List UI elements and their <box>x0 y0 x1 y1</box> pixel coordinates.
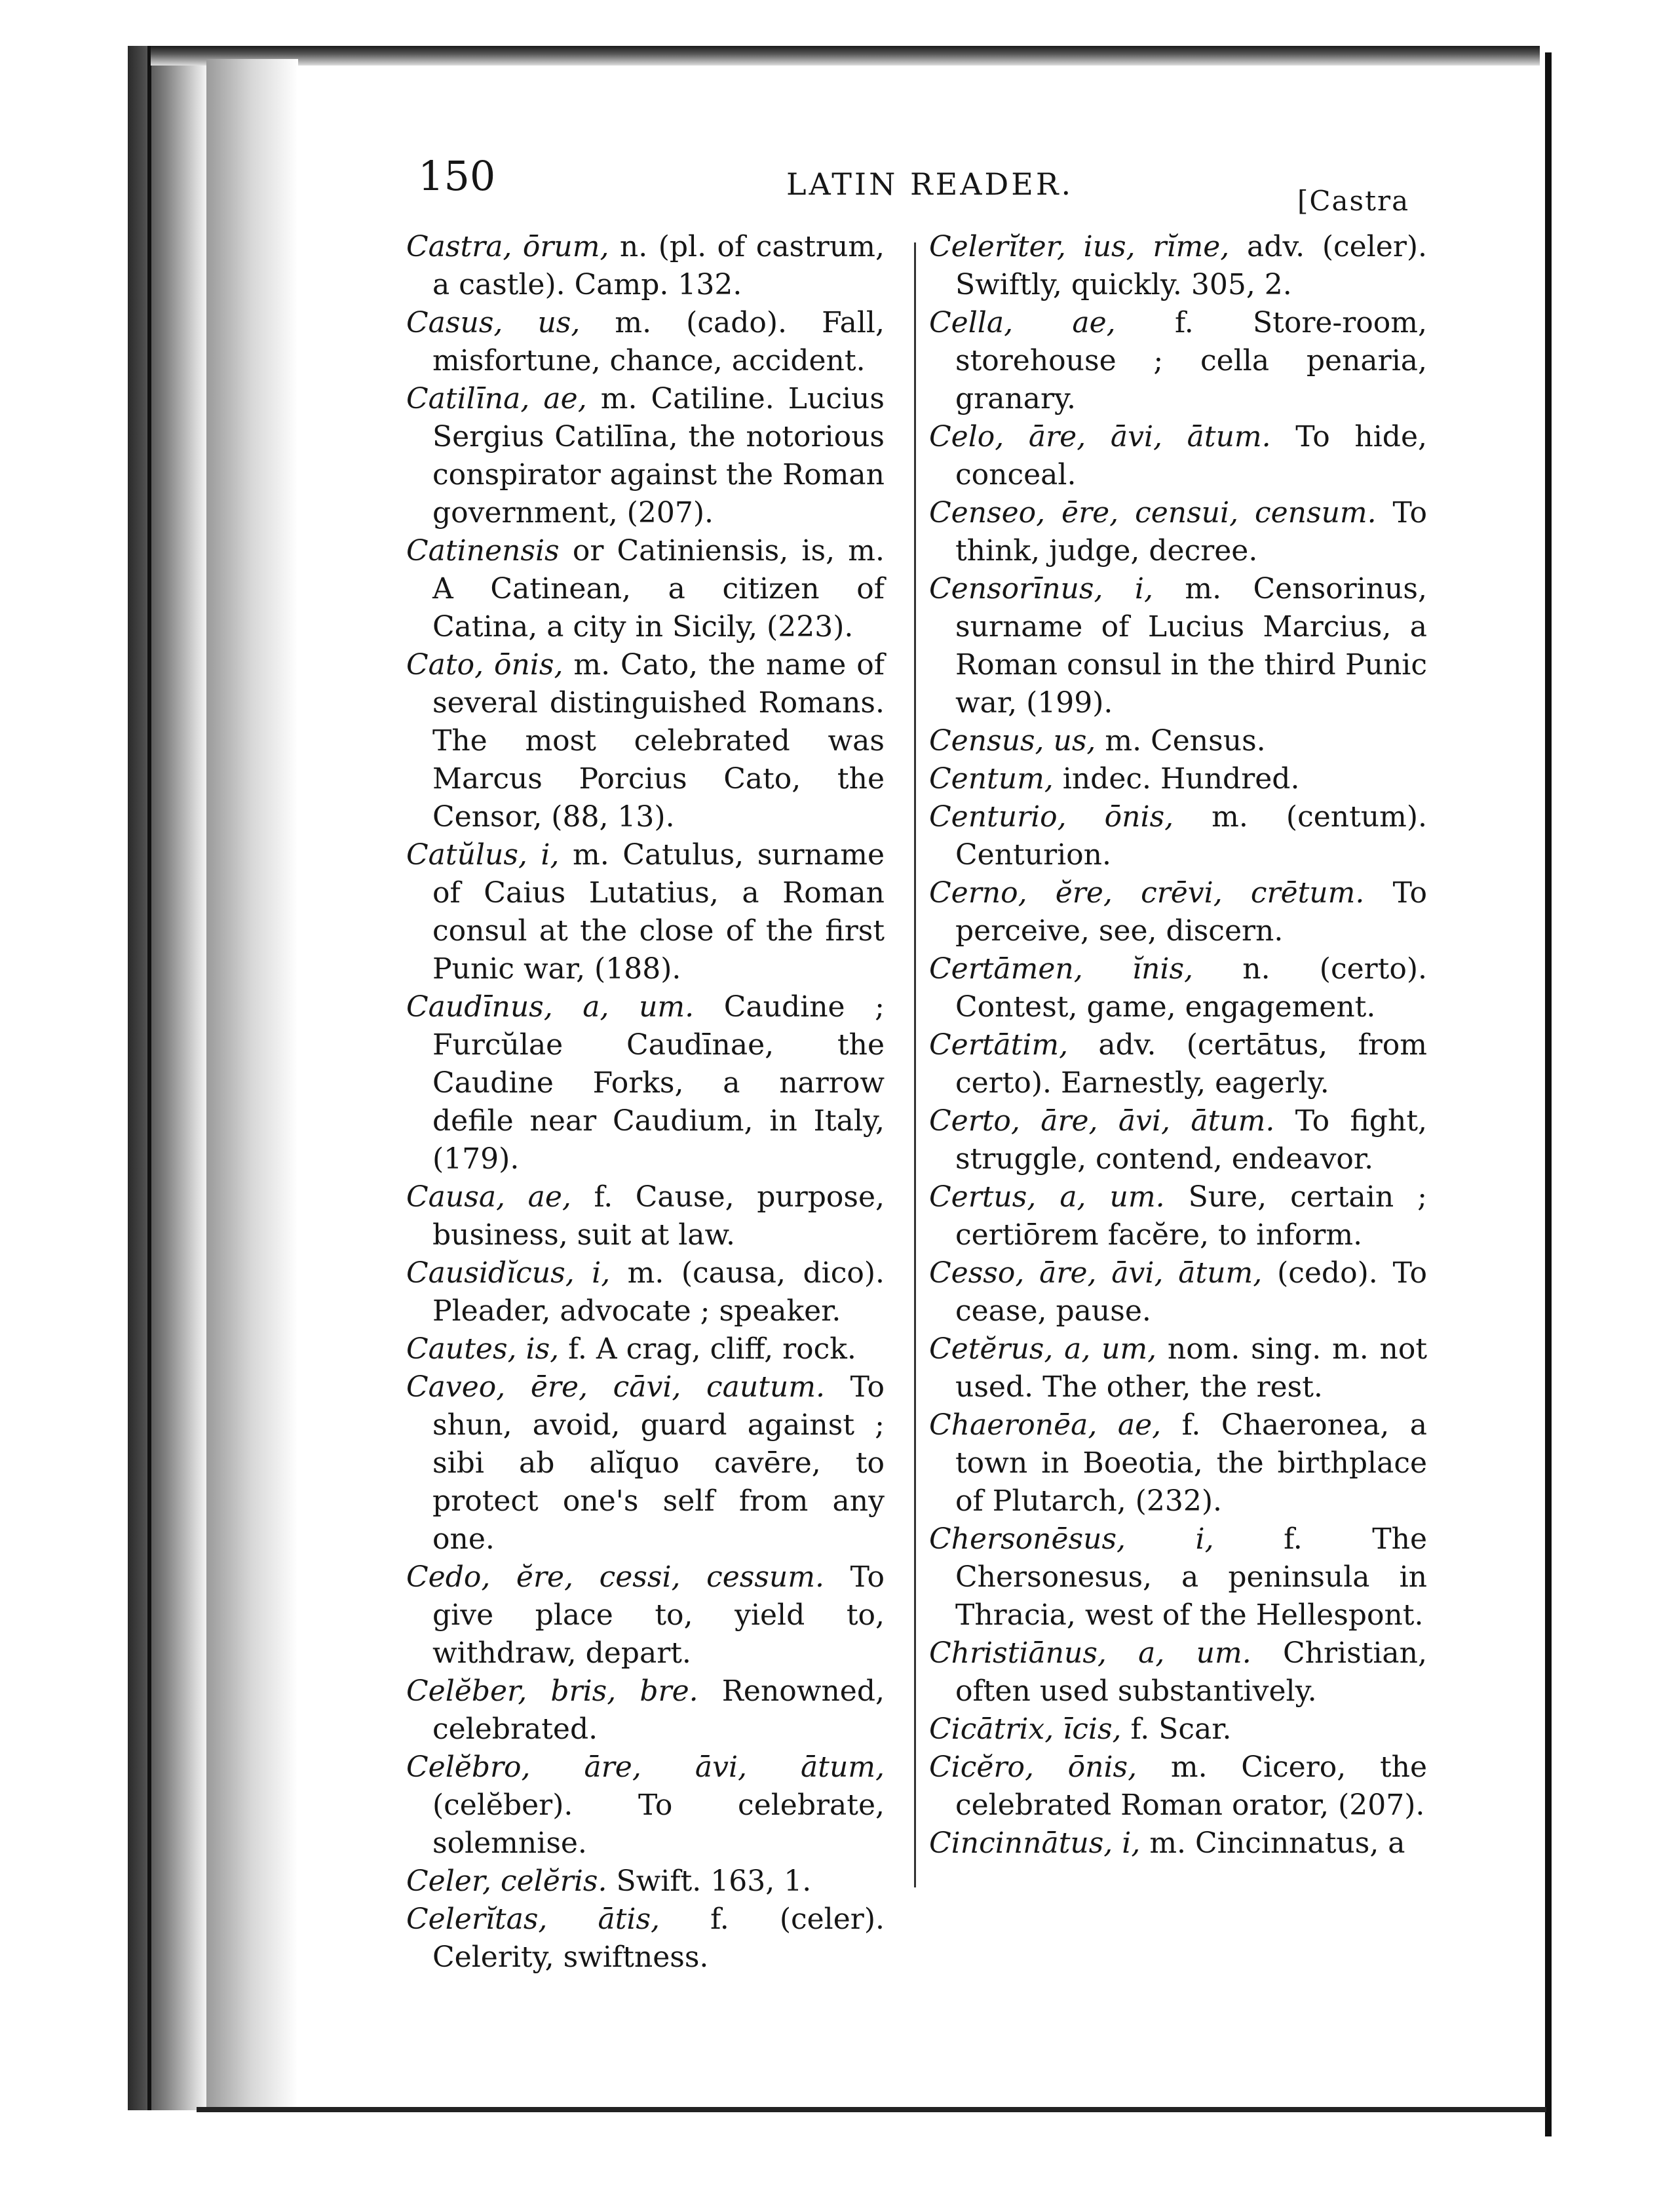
right-column <box>929 228 1427 1863</box>
entry-headword: Caudīnus, a, um. <box>406 990 695 1024</box>
entry-definition: m. Census. <box>1096 724 1266 758</box>
entry-definition: indec. Hundred. <box>1053 762 1300 796</box>
entry-headword: Celo, āre, āvi, ātum. <box>929 420 1271 454</box>
entry-definition: Renowned, celebrated. <box>432 1674 885 1746</box>
entry-definition: adv. (celer). Swiftly, quickly. 305, 2. <box>955 230 1427 301</box>
dictionary-entry <box>406 1254 885 1330</box>
entry-headword: Centum, <box>929 762 1054 796</box>
dictionary-entry <box>929 1254 1427 1330</box>
entry-definition: or Catiniensis, is, m. A Catinean, a citizen of Catina, a city in Sicily, (223). <box>432 534 885 644</box>
entry-definition: f. Store-room, storehouse ; cella penaria, granary. <box>955 306 1427 415</box>
entry-headword: Catinensis <box>406 534 560 568</box>
dictionary-entry <box>929 304 1427 418</box>
entry-definition: m. Catulus, surname of Caius Lutatius, a Roman consul at the close of the first Punic war, (188). <box>432 838 885 986</box>
entry-headword: Chaeronēa, ae, <box>929 1408 1162 1442</box>
entry-definition: To fight, struggle, contend, endeavor. <box>955 1104 1427 1176</box>
page-number: 150 <box>418 152 496 200</box>
dictionary-entry <box>929 874 1427 950</box>
dictionary-entry <box>929 1102 1427 1178</box>
entry-definition: To give place to, yield to, withdraw, depart. <box>432 1560 885 1670</box>
entry-headword: Casus, us, <box>406 306 581 339</box>
entry-headword: Chersonēsus, i, <box>929 1522 1214 1556</box>
entry-definition: Swift. 163, 1. <box>607 1864 812 1898</box>
entry-definition: Christian, often used substantively. <box>955 1636 1427 1708</box>
entry-definition: nom. sing. m. not used. The other, the rest. <box>955 1332 1427 1404</box>
entry-headword: Celerĭtas, ātis, <box>406 1903 660 1936</box>
dictionary-entry <box>929 1710 1427 1748</box>
entry-headword: Cincinnātus, i, <box>929 1826 1141 1860</box>
entry-headword: Cerno, ĕre, crēvi, crētum. <box>929 876 1365 910</box>
entry-definition: f. Scar. <box>1121 1712 1232 1746</box>
entry-definition: m. Catiline. Lucius Sergius Catilīna, the notorious conspirator against the Roman government, (207). <box>432 382 885 530</box>
entry-headword: Cesso, āre, āvi, ātum, <box>929 1256 1263 1290</box>
column-divider <box>914 242 916 1887</box>
dictionary-entry <box>929 1178 1427 1254</box>
entry-headword: Cautes, is, <box>406 1332 560 1366</box>
page-top-edge <box>151 46 1540 66</box>
dictionary-entry <box>406 380 885 532</box>
left-column <box>406 228 885 1977</box>
dictionary-entry <box>929 1634 1427 1710</box>
dictionary-entry <box>929 494 1427 570</box>
entry-definition: Sure, certain ; certiōrem facĕre, to inform. <box>955 1180 1427 1252</box>
entry-headword: Censeo, ēre, censui, censum. <box>929 496 1377 530</box>
entry-definition: m. Censorinus, surname of Lucius Marcius, a Roman consul in the third Punic war, (199). <box>955 572 1427 720</box>
entry-headword: Certus, a, um. <box>929 1180 1165 1214</box>
entry-headword: Censorīnus, i, <box>929 572 1153 606</box>
dictionary-entry <box>929 1026 1427 1102</box>
entry-definition: n. (pl. of castrum, a castle). Camp. 132. <box>432 230 885 301</box>
entry-headword: Celĕbro, āre, āvi, ātum, <box>406 1750 885 1784</box>
entry-definition: To perceive, see, discern. <box>955 876 1427 948</box>
entry-headword: Cella, ae, <box>929 306 1116 339</box>
dictionary-entry <box>929 1330 1427 1406</box>
dictionary-entry <box>406 1901 885 1977</box>
dictionary-entry <box>406 228 885 304</box>
entry-headword: Celer, celĕris. <box>406 1864 607 1898</box>
entry-headword: Certātim, <box>929 1028 1069 1062</box>
page-bottom-edge <box>197 2107 1546 2112</box>
entry-definition: (cedo). To cease, pause. <box>955 1256 1427 1328</box>
entry-headword: Certāmen, ĭnis, <box>929 952 1194 986</box>
entry-definition: To think, judge, decree. <box>955 496 1427 568</box>
dictionary-entry <box>406 1748 885 1863</box>
dictionary-entry <box>406 1863 885 1901</box>
entry-definition: m. Cato, the name of several distinguished Romans. The most celebrated was Marcus Porcius Cato, the Censor, (88, 13). <box>432 648 885 834</box>
entry-definition: m. Cicero, the celebrated Roman orator, (207). <box>955 1750 1427 1822</box>
entry-definition: f. (celer). Celerity, swiftness. <box>432 1903 885 1974</box>
entry-definition: f. Chaeronea, a town in Boeotia, the birthplace of Plutarch, (232). <box>955 1408 1427 1518</box>
catchword: [Castra <box>1297 185 1410 217</box>
entry-definition: m. (centum). Centurion. <box>955 800 1427 872</box>
entry-definition: n. (certo). Contest, game, engagement. <box>955 952 1427 1024</box>
dictionary-entry <box>929 950 1427 1026</box>
entry-headword: Catilīna, ae, <box>406 382 587 415</box>
entry-definition: m. Cincinnatus, a <box>1140 1826 1405 1860</box>
entry-headword: Cicĕro, ōnis, <box>929 1750 1137 1784</box>
entry-definition: Caudine ; Furcŭlae Caudīnae, the Caudine Forks, a narrow defile near Caudium, in Italy, (179). <box>432 990 885 1176</box>
dictionary-entry <box>406 1178 885 1254</box>
running-title: LATIN READER. <box>786 166 1074 202</box>
dictionary-entry <box>929 760 1427 798</box>
dictionary-entry <box>929 1748 1427 1825</box>
dictionary-entry <box>406 532 885 646</box>
dictionary-entry <box>929 722 1427 760</box>
dictionary-entry <box>406 988 885 1178</box>
dictionary-entry <box>929 1825 1427 1863</box>
dictionary-entry <box>929 1406 1427 1520</box>
dictionary-entry <box>406 646 885 836</box>
dictionary-entry <box>406 304 885 380</box>
entry-headword: Centurio, ōnis, <box>929 800 1174 834</box>
entry-definition: f. The Chersonesus, a peninsula in Thracia, west of the Hellespont. <box>955 1522 1427 1632</box>
dictionary-entry <box>929 1520 1427 1634</box>
dictionary-entry <box>929 418 1427 494</box>
dictionary-entry <box>406 1330 885 1368</box>
entry-headword: Cicātrix, īcis, <box>929 1712 1122 1746</box>
dictionary-entry <box>406 836 885 988</box>
dictionary-entry <box>929 798 1427 874</box>
entry-headword: Cedo, ĕre, cessi, cessum. <box>406 1560 824 1594</box>
entry-definition: To shun, avoid, guard against ; sibi ab alĭquo cavēre, to protect one's self from any one. <box>432 1370 885 1556</box>
entry-headword: Certo, āre, āvi, ātum. <box>929 1104 1275 1138</box>
page-gutter-shadow <box>206 59 298 2110</box>
entry-definition: m. (cado). Fall, misfortune, chance, accident. <box>432 306 885 377</box>
entry-headword: Christiānus, a, um. <box>929 1636 1251 1670</box>
entry-headword: Caveo, ēre, cāvi, cautum. <box>406 1370 825 1404</box>
entry-definition: m. (causa, dico). Pleader, advocate ; speaker. <box>432 1256 885 1328</box>
entry-headword: Causidĭcus, i, <box>406 1256 611 1290</box>
entry-definition: (celĕber). To celebrate, solemnise. <box>432 1788 885 1860</box>
entry-headword: Cato, ōnis, <box>406 648 563 682</box>
entry-definition: f. A crag, cliff, rock. <box>559 1332 856 1366</box>
page-header <box>0 152 1680 217</box>
entry-definition: To hide, conceal. <box>955 420 1427 492</box>
entry-headword: Cetĕrus, a, um, <box>929 1332 1157 1366</box>
entry-headword: Celĕber, bris, bre. <box>406 1674 698 1708</box>
entry-definition: f. Cause, purpose, business, suit at law. <box>432 1180 885 1252</box>
page-right-edge <box>1545 52 1552 2136</box>
entry-headword: Celerĭter, ius, rĭme, <box>929 230 1230 263</box>
dictionary-entry <box>929 228 1427 304</box>
entry-definition: adv. (certātus, from certo). Earnestly, eagerly. <box>955 1028 1427 1100</box>
dictionary-entry <box>929 570 1427 722</box>
dictionary-entry <box>406 1672 885 1748</box>
entry-headword: Catŭlus, i, <box>406 838 560 872</box>
dictionary-entry <box>406 1368 885 1558</box>
entry-headword: Causa, ae, <box>406 1180 571 1214</box>
entry-headword: Census, us, <box>929 724 1096 758</box>
entry-headword: Castra, ōrum, <box>406 230 609 263</box>
book-spine-edge <box>128 46 206 2110</box>
dictionary-entry <box>406 1558 885 1672</box>
